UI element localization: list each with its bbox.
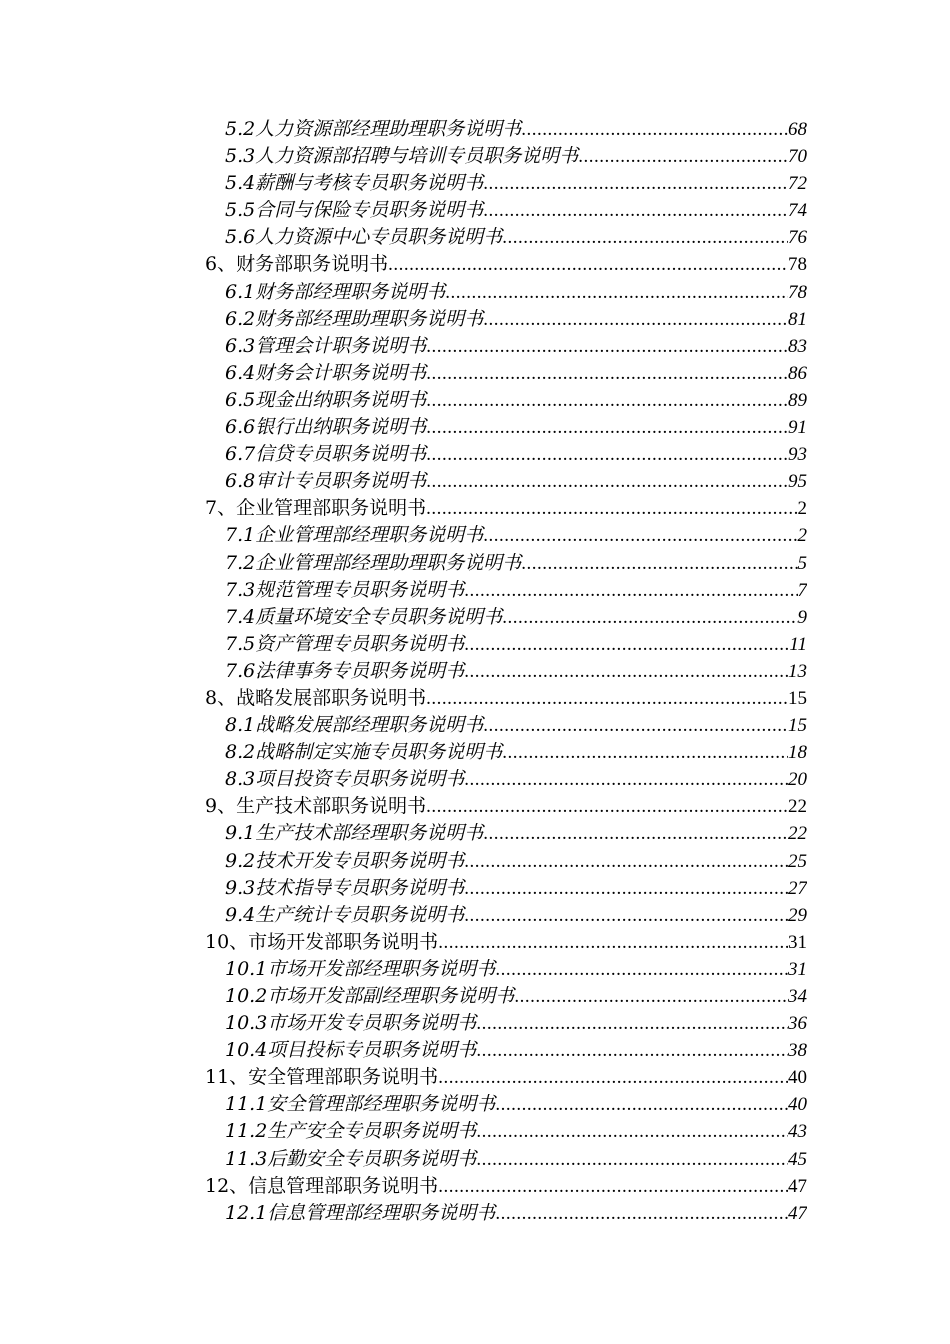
toc-subsection-entry[interactable] (205, 1200, 807, 1227)
toc-page-number: 86 (788, 362, 807, 384)
toc-entry-title: 7.1企业管理部经理职务说明书 (225, 524, 484, 547)
toc-page-number: 78 (788, 281, 807, 303)
toc-subsection-entry[interactable] (205, 197, 807, 224)
toc-dot-leader (464, 631, 789, 658)
toc-section-entry[interactable] (205, 1064, 807, 1091)
toc-page-number: 7 (797, 579, 807, 601)
toc-dot-leader (521, 550, 797, 577)
toc-dot-leader (464, 875, 788, 902)
toc-dot-leader (495, 956, 788, 983)
toc-entry-title: 8.3项目投资专员职务说明书 (225, 768, 465, 791)
toc-page-number: 45 (788, 1148, 807, 1170)
toc-subsection-entry[interactable] (205, 712, 807, 739)
toc-page-number: 15 (788, 715, 807, 737)
toc-subsection-entry[interactable] (205, 1037, 807, 1064)
toc-entry-title: 9.1生产技术部经理职务说明书 (225, 822, 484, 845)
toc-dot-leader (438, 1064, 788, 1091)
toc-page-number: 91 (788, 417, 807, 439)
toc-page-number: 2 (797, 498, 807, 520)
toc-subsection-entry[interactable] (205, 1118, 807, 1145)
toc-subsection-entry[interactable] (205, 170, 807, 197)
toc-entry-title: 7.6法律事务专员职务说明书 (225, 659, 465, 682)
toc-dot-leader (483, 197, 788, 224)
toc-page-number: 36 (788, 1013, 807, 1035)
toc-page-number: 29 (788, 904, 807, 926)
toc-subsection-entry[interactable] (205, 820, 807, 847)
toc-subsection-entry[interactable] (205, 143, 807, 170)
toc-dot-leader (502, 224, 788, 251)
toc-entry-title: 5.2人力资源部经理助理职务说明书 (225, 118, 522, 140)
toc-page-number: 93 (788, 444, 807, 466)
toc-subsection-entry[interactable] (205, 387, 807, 414)
toc-dot-leader (476, 1146, 788, 1173)
toc-dot-leader (483, 170, 788, 197)
toc-entry-title: 12.1信息管理部经理职务说明书 (225, 1201, 496, 1224)
toc-page-number: 9 (797, 606, 807, 628)
toc-entry-title: 7.2企业管理部经理助理职务说明书 (225, 551, 522, 574)
toc-page-number: 40 (788, 1067, 807, 1089)
toc-page-number: 18 (788, 742, 807, 764)
toc-entry-title: 9.4生产统计专员职务说明书 (225, 903, 465, 926)
toc-subsection-entry[interactable] (205, 875, 807, 902)
toc-subsection-entry[interactable] (205, 116, 807, 143)
toc-page-number: 27 (788, 877, 807, 899)
toc-entry-title: 9、生产技术部职务说明书 (205, 795, 427, 818)
toc-dot-leader (426, 387, 788, 414)
toc-entry-title: 5.4薪酬与考核专员职务说明书 (225, 172, 484, 195)
toc-page-number: 47 (788, 1202, 807, 1224)
toc-dot-leader (464, 902, 788, 929)
toc-page-number: 34 (788, 986, 807, 1007)
toc-dot-leader (426, 441, 788, 468)
toc-subsection-entry[interactable] (205, 550, 807, 577)
toc-subsection-entry[interactable] (205, 1010, 807, 1037)
toc-entry-title: 6.4财务会计职务说明书 (225, 361, 427, 384)
toc-dot-leader (476, 1037, 788, 1064)
toc-page-number: 47 (788, 1175, 807, 1197)
toc-subsection-entry[interactable] (205, 848, 807, 875)
toc-dot-leader (502, 604, 797, 631)
toc-subsection-entry[interactable] (205, 306, 807, 333)
toc-subsection-entry[interactable] (205, 577, 807, 604)
toc-subsection-entry[interactable] (205, 279, 807, 306)
toc-subsection-entry[interactable] (205, 739, 807, 766)
toc-dot-leader (438, 929, 788, 956)
toc-page-number: 76 (788, 227, 807, 249)
toc-dot-leader (483, 820, 788, 847)
toc-entry-title: 7、企业管理部职务说明书 (205, 497, 427, 520)
toc-section-entry[interactable] (205, 685, 807, 712)
toc-page-number: 40 (788, 1094, 807, 1116)
toc-page-number: 13 (788, 660, 807, 682)
toc-entry-title: 10、市场开发部职务说明书 (205, 930, 439, 953)
toc-dot-leader (388, 251, 788, 278)
toc-entry-title: 11.2生产安全专员职务说明书 (225, 1120, 477, 1143)
toc-section-entry[interactable] (205, 251, 807, 278)
toc-dot-leader (514, 983, 788, 1010)
toc-entry-title: 8.2战略制定实施专员职务说明书 (225, 741, 503, 764)
toc-dot-leader (445, 279, 788, 306)
toc-dot-leader (476, 1118, 788, 1145)
toc-page-number: 89 (788, 389, 807, 411)
toc-dot-leader (483, 306, 788, 333)
toc-page-number: 38 (788, 1040, 807, 1062)
toc-dot-leader (495, 1091, 788, 1118)
toc-subsection-entry[interactable] (205, 224, 807, 251)
toc-page-number: 70 (788, 146, 807, 168)
toc-subsection-entry[interactable] (205, 766, 807, 793)
toc-subsection-entry[interactable] (205, 522, 807, 549)
toc-subsection-entry[interactable] (205, 1146, 807, 1173)
toc-page-number: 5 (797, 552, 807, 574)
toc-dot-leader (426, 414, 788, 441)
toc-page-number: 31 (788, 958, 807, 980)
toc-subsection-entry[interactable] (205, 414, 807, 441)
toc-entry-title: 6.3管理会计职务说明书 (225, 334, 427, 357)
toc-entry-title: 11、安全管理部职务说明书 (205, 1066, 439, 1089)
toc-dot-leader (426, 333, 788, 360)
toc-page-number: 22 (788, 796, 807, 818)
toc-dot-leader (426, 793, 788, 820)
toc-subsection-entry[interactable] (205, 360, 807, 387)
toc-dot-leader (438, 1173, 788, 1200)
toc-entry-title: 6.5现金出纳职务说明书 (225, 388, 427, 411)
toc-entry-title: 8.1战略发展部经理职务说明书 (225, 714, 484, 737)
toc-entry-title: 6.8审计专员职务说明书 (225, 470, 427, 493)
toc-page-number: 72 (788, 173, 807, 195)
toc-subsection-entry[interactable] (205, 441, 807, 468)
toc-entry-title: 6、财务部职务说明书 (205, 253, 389, 276)
toc-subsection-entry[interactable] (205, 631, 807, 658)
toc-dot-leader (426, 495, 797, 522)
toc-page-number: 15 (788, 687, 807, 709)
toc-entry-title: 10.4项目投标专员职务说明书 (225, 1039, 477, 1062)
toc-subsection-entry[interactable] (205, 468, 807, 495)
toc-entry-title: 10.2市场开发部副经理职务说明书 (225, 985, 515, 1007)
toc-subsection-entry[interactable] (205, 604, 807, 631)
toc-page-number: 22 (788, 823, 807, 845)
toc-subsection-entry[interactable] (205, 983, 807, 1010)
toc-entry-title: 7.5资产管理专员职务说明书 (225, 632, 465, 655)
toc-page-number: 20 (788, 769, 807, 791)
toc-dot-leader (464, 766, 788, 793)
toc-page-number: 25 (788, 850, 807, 872)
toc-entry-title: 11.3后勤安全专员职务说明书 (225, 1147, 477, 1170)
toc-page-number: 2 (797, 525, 807, 547)
toc-dot-leader (502, 739, 788, 766)
toc-entry-title: 6.2财务部经理助理职务说明书 (225, 307, 484, 330)
toc-dot-leader (495, 1200, 788, 1227)
toc-dot-leader (464, 658, 788, 685)
toc-entry-title: 10.3市场开发专员职务说明书 (225, 1012, 477, 1035)
toc-section-entry[interactable] (205, 495, 807, 522)
toc-page-number: 83 (788, 335, 807, 357)
table-of-contents (205, 116, 807, 1227)
toc-page-number: 74 (788, 200, 807, 222)
toc-page-number: 95 (788, 471, 807, 493)
toc-subsection-entry[interactable] (205, 658, 807, 685)
toc-page-number: 81 (788, 308, 807, 330)
toc-entry-title: 9.2技术开发专员职务说明书 (225, 849, 465, 872)
toc-entry-title: 11.1安全管理部经理职务说明书 (225, 1093, 496, 1116)
toc-dot-leader (464, 848, 788, 875)
toc-section-entry[interactable] (205, 1173, 807, 1200)
toc-entry-title: 6.7信贷专员职务说明书 (225, 443, 427, 466)
toc-subsection-entry[interactable] (205, 902, 807, 929)
toc-entry-title: 6.6银行出纳职务说明书 (225, 416, 427, 439)
toc-dot-leader (464, 577, 797, 604)
toc-entry-title: 6.1财务部经理职务说明书 (225, 280, 446, 303)
toc-subsection-entry[interactable] (205, 956, 807, 983)
toc-entry-title: 12、信息管理部职务说明书 (205, 1174, 439, 1197)
toc-section-entry[interactable] (205, 929, 807, 956)
toc-page-number: 31 (788, 931, 807, 953)
toc-subsection-entry[interactable] (205, 333, 807, 360)
toc-dot-leader (476, 1010, 788, 1037)
toc-entry-title: 5.3人力资源部招聘与培训专员职务说明书 (225, 145, 579, 168)
toc-dot-leader (483, 522, 797, 549)
toc-dot-leader (426, 468, 788, 495)
toc-entry-title: 8、战略发展部职务说明书 (205, 686, 427, 709)
toc-subsection-entry[interactable] (205, 1091, 807, 1118)
toc-entry-title: 9.3技术指导专员职务说明书 (225, 876, 465, 899)
toc-dot-leader (483, 712, 788, 739)
toc-entry-title: 7.4质量环境安全专员职务说明书 (225, 605, 503, 628)
toc-dot-leader (578, 143, 788, 170)
toc-entry-title: 10.1市场开发部经理职务说明书 (225, 957, 496, 980)
toc-entry-title: 5.5合同与保险专员职务说明书 (225, 199, 484, 222)
toc-entry-title: 7.3规范管理专员职务说明书 (225, 578, 465, 601)
toc-dot-leader (521, 116, 788, 143)
toc-page-number: 78 (788, 254, 807, 276)
toc-page-number: 43 (788, 1121, 807, 1143)
toc-section-entry[interactable] (205, 793, 807, 820)
toc-entry-title: 5.6人力资源中心专员职务说明书 (225, 226, 503, 249)
toc-page-number: 68 (788, 119, 807, 140)
toc-dot-leader (426, 685, 788, 712)
toc-dot-leader (426, 360, 788, 387)
toc-page-number: 11 (789, 633, 807, 655)
